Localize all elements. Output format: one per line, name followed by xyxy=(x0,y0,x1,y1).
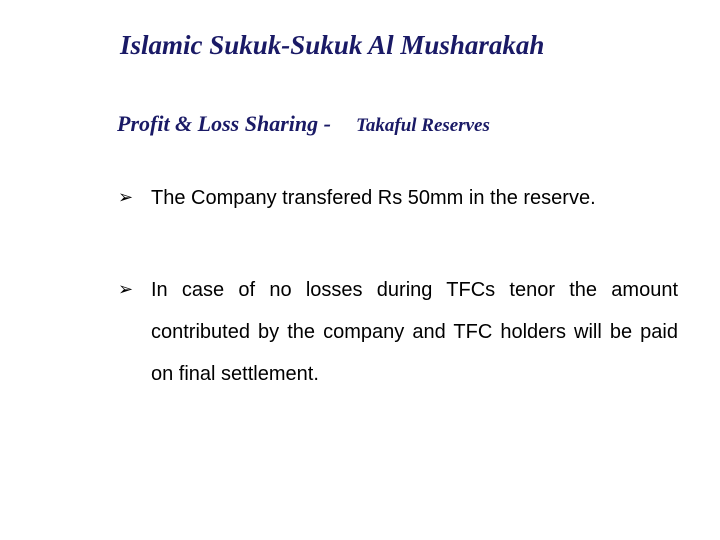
arrow-bullet-icon: ➢ xyxy=(118,279,134,300)
bullet-item-reserve xyxy=(118,177,678,219)
bullet-text: The Company transfered Rs 50mm in the reserve. xyxy=(151,187,596,209)
slide-title: Islamic Sukuk-Sukuk Al Musharakah xyxy=(120,30,545,60)
bullet-item-settlement xyxy=(118,269,678,395)
arrow-bullet-icon: ➢ xyxy=(118,187,134,208)
slide-subtitle: Profit & Loss Sharing - xyxy=(117,111,331,136)
slide-subtitle-overlap: Takaful Reserves xyxy=(356,115,490,136)
bullet-text: In case of no losses during TFCs tenor the amount contributed by the company and TFC holders will be paid on final settlement. xyxy=(151,279,678,385)
